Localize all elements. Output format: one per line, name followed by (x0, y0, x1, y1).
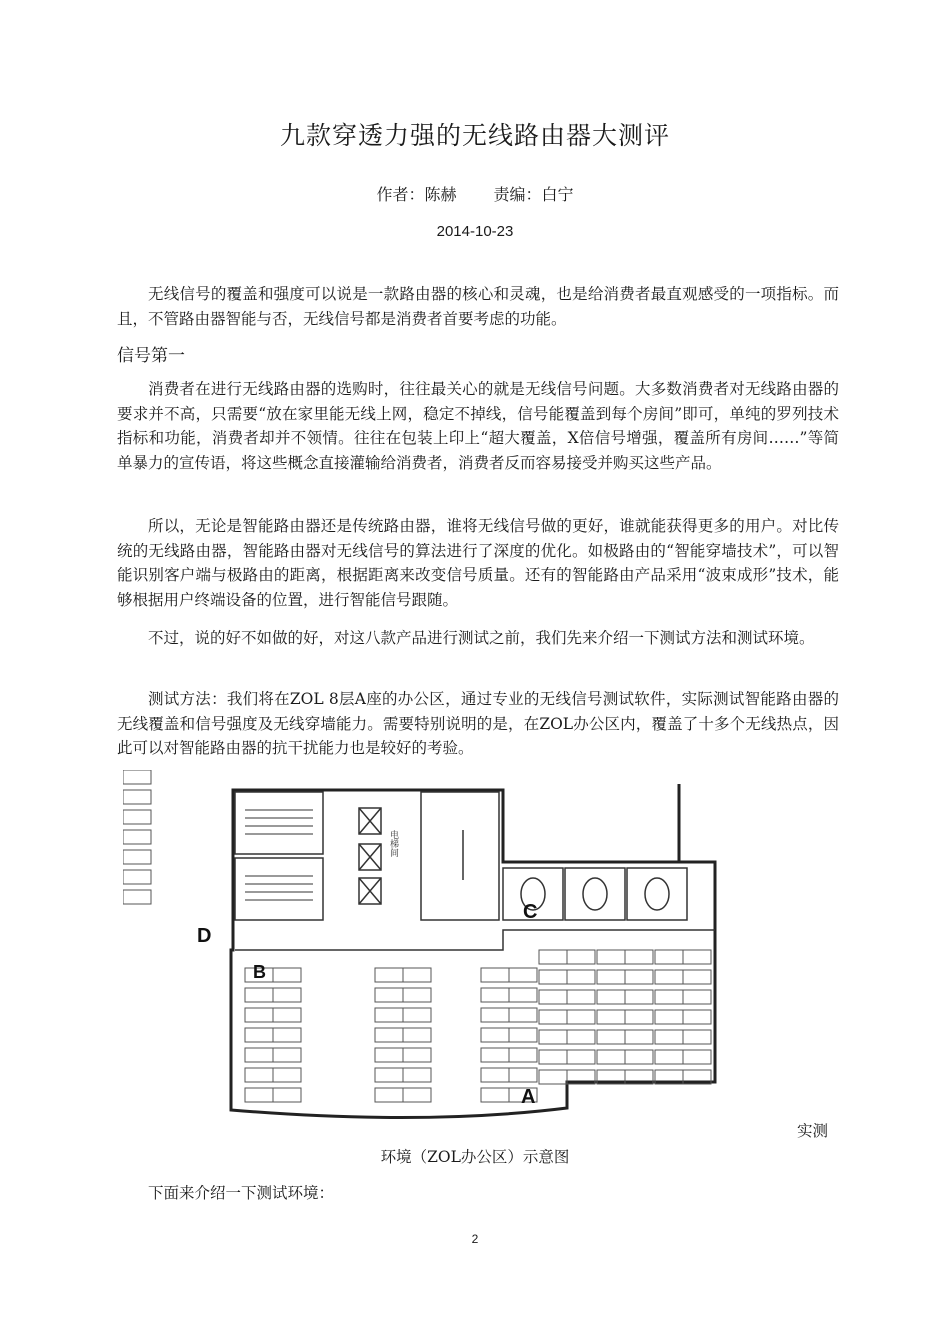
paragraph-2: 所以，无论是智能路由器还是传统路由器，谁将无线信号做的更好，谁就能获得更多的用户。对比传统的无线路由器，智能路由器对无线信号的算法进行了深度的优化。如极路由的“智能穿墙技术”，可以智能识别客户端与极路由的距离，根据距离来改变信号质量。还有的智能路由产品采用“波束成形”技术，能够根据用户终端设备的位置，进行智能信号跟随。 (117, 517, 839, 609)
author: 作者：陈赫 (376, 185, 457, 204)
meeting-room-3 (627, 868, 687, 920)
point-label-d: D (197, 925, 212, 947)
intro-paragraph: 无线信号的覆盖和强度可以说是一款路由器的核心和灵魂，也是给消费者最直观感受的一项指标。而且，不管路由器智能与否，无线信号都是消费者首要考虑的功能。 (117, 285, 839, 328)
byline (0, 182, 950, 205)
elevator-room-label: 电梯间 (388, 830, 398, 857)
editor: 责编：白宁 (493, 185, 574, 204)
meeting-room-2 (565, 868, 625, 920)
stairwell-lower (235, 858, 323, 920)
figure-caption: 环境（ZOL办公区）示意图 (380, 1148, 570, 1166)
point-label-a: A (521, 1086, 536, 1108)
section-heading: 信号第一 (117, 346, 185, 366)
restroom-block (421, 792, 499, 920)
paragraph-4: 测试方法：我们将在ZOL 8层A座的办公区，通过专业的无线信号测试软件，实际测试智能路由器的无线覆盖和信号强度及无线穿墙能力。需要特别说明的是，在ZOL办公区内，覆盖了十多个无线热点，因此可以对智能路由器的抗干扰能力也是较好的考验。 (117, 690, 839, 757)
paragraph-5: 下面来介绍一下测试环境： (148, 1184, 335, 1202)
point-label-b: B (253, 962, 266, 982)
page-number: 2 (471, 1232, 479, 1246)
point-label-c: C (523, 901, 538, 923)
publish-date: 2014-10-23 (436, 223, 514, 240)
outer-wall (231, 790, 715, 1118)
corridor-wall (235, 930, 715, 950)
paragraph-1: 消费者在进行无线路由器的选购时，往往最关心的就是无线信号问题。大多数消费者对无线路由器的要求并不高，只需要“放在家里能无线上网，稳定不掉线，信号能覆盖到每个房间”即可，单纯的罗列技术指标和功能，消费者却并不领情。往往在包装上印上“超大覆盖，X倍信号增强，覆盖所有房间……”等简单暴力的宣传语，将这些概念直接灌输给消费者，消费者反而容易接受并购买这些产品。 (117, 380, 839, 472)
floor-plan (123, 770, 799, 1136)
stairwell-upper (235, 792, 323, 854)
paragraph-3: 不过，说的好不如做的好，对这八款产品进行测试之前，我们先来介绍一下测试方法和测试环境。 (148, 629, 815, 647)
floor-plan-figure (123, 770, 799, 1136)
caption-suffix: 实测 (797, 1122, 829, 1140)
article-title: 九款穿透力强的无线路由器大测评 (279, 121, 670, 150)
